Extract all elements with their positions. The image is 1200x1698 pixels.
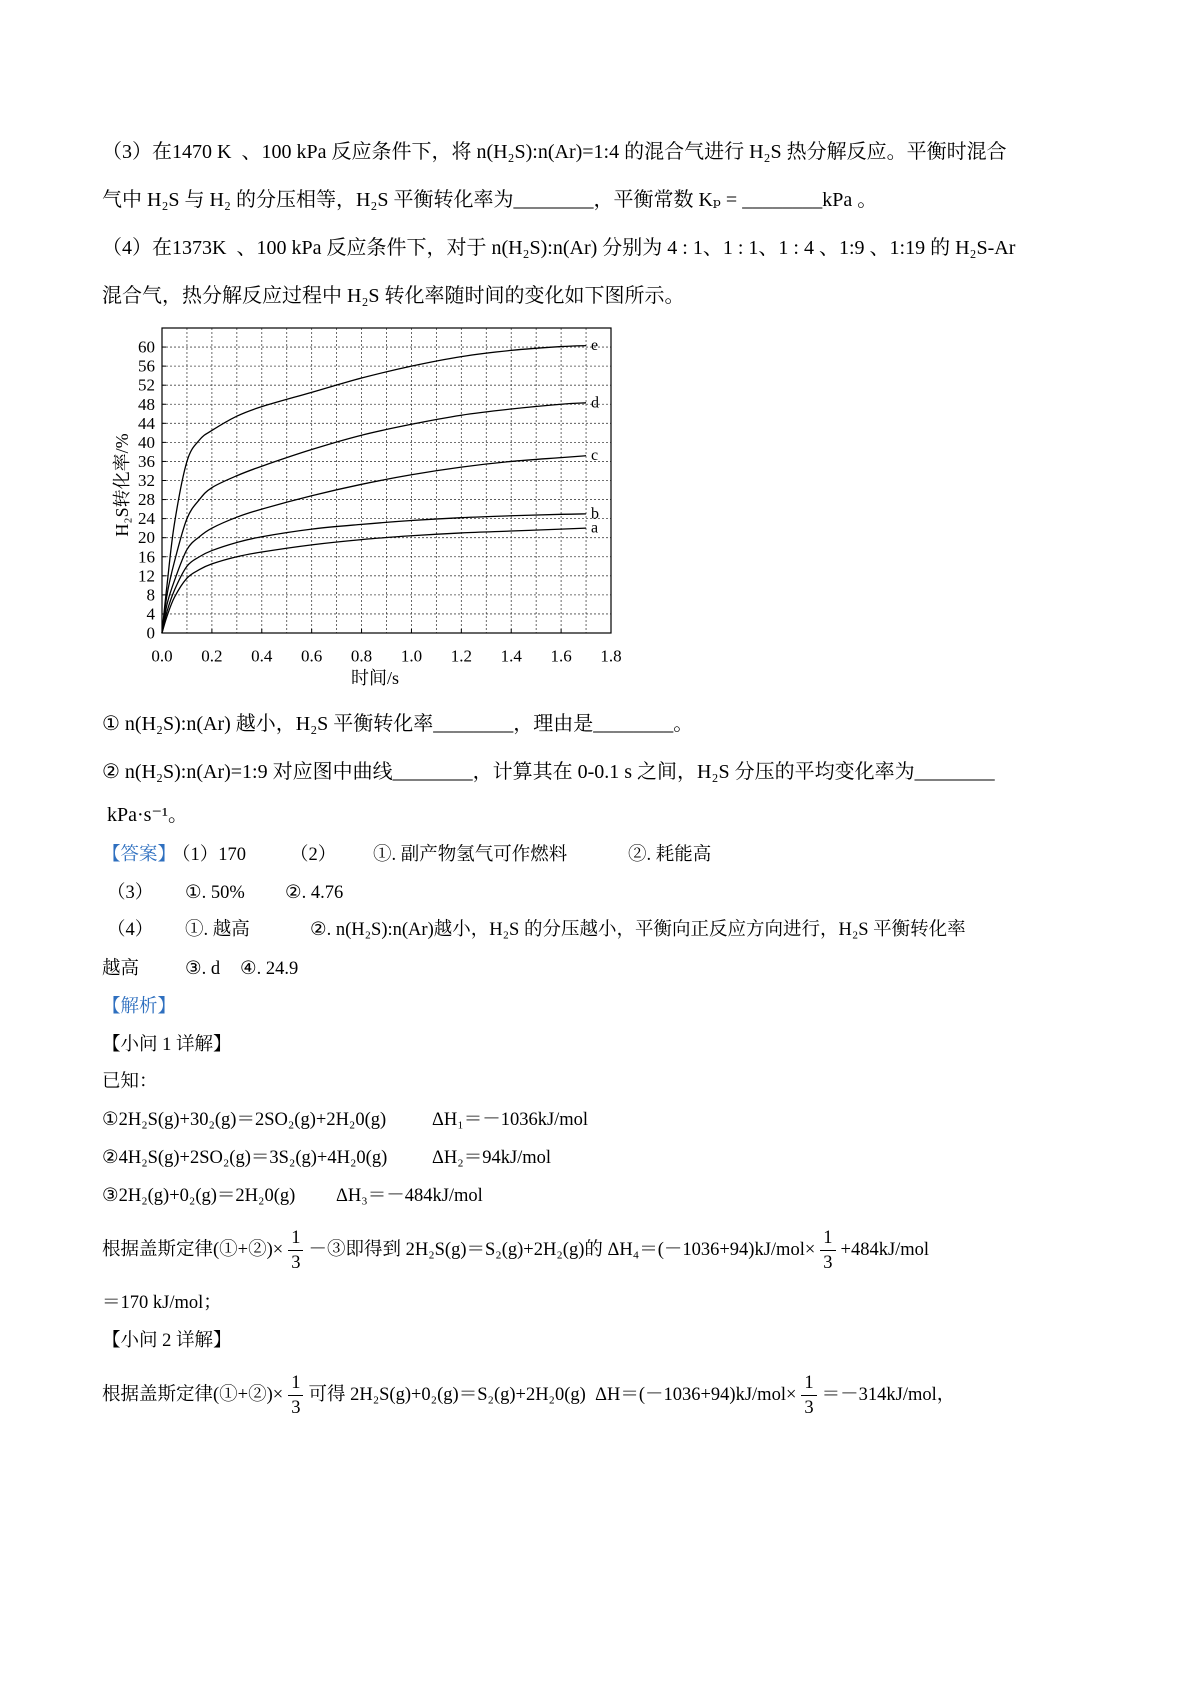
q1-heading: 【小问 1 详解】: [102, 1035, 232, 1055]
answer-item: （3）: [107, 883, 154, 903]
answer-item: ①. 副产物氢气可作燃料: [373, 845, 568, 865]
fraction-numerator: 1: [820, 1227, 835, 1251]
q1-hess-line: [102, 1224, 929, 1276]
fraction-one-third: [820, 1227, 835, 1274]
answer-row4: [0, 957, 1200, 981]
x-tick-label: 0.4: [251, 646, 273, 666]
y-tick-label: 12: [138, 566, 155, 586]
x-tick-label: 0.6: [301, 646, 323, 666]
y-tick-label: 48: [138, 394, 155, 414]
chart-ticks: [138, 338, 622, 666]
hess-text: ＝－314kJ/mol，: [821, 1385, 956, 1405]
fraction-numerator: 1: [288, 1227, 303, 1251]
x-tick-label: 1.0: [400, 646, 423, 666]
answer-row2: [0, 881, 1200, 905]
y-tick-label: 60: [138, 337, 155, 357]
fraction-denominator: 3: [804, 1397, 814, 1418]
answer-row1: [0, 843, 1200, 867]
equation-enthalpy: ΔH₂＝94kJ/mol: [432, 1148, 552, 1168]
fraction-numerator: 1: [801, 1372, 816, 1396]
equation-enthalpy: ΔH₁＝－1036kJ/mol: [432, 1110, 589, 1130]
q2-heading: 【小问 2 详解】: [102, 1331, 232, 1351]
answer-item: ②. 4.76: [285, 883, 344, 903]
y-tick-label: 44: [138, 413, 155, 433]
answer-item: 越高: [102, 959, 140, 979]
answer-item: ①. 50%: [185, 883, 245, 903]
fraction-numerator: 1: [288, 1372, 303, 1396]
h2s-conversion-chart: [100, 320, 640, 695]
curve-label-d: d: [591, 394, 600, 412]
y-tick-label: 32: [138, 471, 155, 490]
hess-text: +484kJ/mol: [840, 1240, 930, 1260]
y-axis-title: H₂S转化率/%: [112, 433, 132, 537]
y-tick-label: 56: [138, 356, 155, 376]
answer-row3: [0, 918, 1200, 942]
q1-known: 已知：: [102, 1072, 158, 1092]
equation-formula: ③2H₂(g)+0₂(g)＝2H₂0(g): [102, 1186, 296, 1206]
x-tick-label: 0.2: [201, 646, 223, 666]
q2-hess-line: [102, 1369, 955, 1421]
x-tick-label: 1.6: [550, 646, 572, 666]
y-tick-label: 52: [138, 375, 155, 395]
y-tick-label: 40: [138, 432, 155, 452]
chart-series: [162, 346, 586, 633]
q1-result: ＝170 kJ/mol；: [102, 1293, 222, 1313]
y-tick-label: 36: [138, 451, 155, 471]
x-tick-label: 1.2: [450, 646, 472, 666]
question4-line2: 混合气，热分解反应过程中 H₂S 转化率随时间的变化如下图所示。: [102, 285, 685, 307]
curve-label-e: e: [591, 337, 599, 355]
question3-line2: 气中 H₂S 与 H₂ 的分压相等，H₂S 平衡转化率为________，平衡常数 Kₚ = ________kPa 。: [102, 189, 878, 211]
curve-label-a: a: [591, 519, 599, 537]
question4-line1: （4）在1373K 、100 kPa 反应条件下，对于 n(H₂S):n(Ar) 分别为 4 : 1、1 : 1、1 : 4 、1:9 、1:19 的 H₂S-Ar: [102, 237, 1016, 259]
equation-enthalpy: ΔH₃＝－484kJ/mol: [336, 1186, 483, 1206]
answer-item: ③. d: [185, 959, 221, 979]
answer-item: （2）: [290, 845, 337, 865]
y-tick-label: 16: [138, 547, 155, 567]
y-tick-label: 8: [146, 585, 155, 605]
question3-line1: （3）在1470 K 、100 kPa 反应条件下，将 n(H₂S):n(Ar)=1:4 的混合气进行 H₂S 热分解反应。平衡时混合: [102, 141, 1007, 163]
fraction-one-third: [288, 1372, 303, 1419]
curve-e: [162, 346, 586, 633]
chart-series-labels: [591, 337, 599, 537]
y-tick-label: 24: [138, 509, 155, 529]
x-tick-label: 0.0: [151, 646, 173, 666]
hess-text: 根据盖斯定律(①+②)×: [102, 1385, 284, 1405]
chart-grid: [162, 328, 611, 633]
fraction-denominator: 3: [823, 1252, 833, 1273]
x-tick-label: 1.8: [600, 646, 622, 666]
curve-b: [162, 514, 586, 633]
hess-text: －③即得到 2H₂S(g)＝S₂(g)+2H₂(g)的 ΔH₄＝(－1036+94)kJ/mol×: [308, 1240, 816, 1260]
hess-text: 可得 2H₂S(g)+0₂(g)＝S₂(g)+2H₂0(g) ΔH＝(－1036+94)kJ/mol×: [308, 1385, 797, 1405]
question4-sub2: ② n(H₂S):n(Ar)=1:9 对应图中曲线________，计算其在 0-0.1 s 之间，H₂S 分压的平均变化率为________: [102, 761, 995, 783]
curve-d: [162, 403, 586, 633]
equation-formula: ②4H₂S(g)+2SO₂(g)＝3S₂(g)+4H₂0(g): [102, 1148, 388, 1168]
curve-label-b: b: [591, 505, 600, 523]
curve-a: [162, 528, 586, 633]
x-tick-label: 0.8: [350, 646, 373, 666]
answer-item: ②. 耗能高: [628, 845, 712, 865]
hess-text: 根据盖斯定律(①+②)×: [102, 1240, 284, 1260]
answer-item: ①. 越高: [185, 920, 250, 940]
fraction-one-third: [801, 1372, 816, 1419]
curve-label-c: c: [591, 447, 599, 465]
fraction-one-third: [288, 1227, 303, 1274]
y-tick-label: 20: [138, 528, 155, 548]
y-tick-label: 0: [146, 623, 155, 643]
y-tick-label: 28: [138, 490, 155, 510]
equation-2: [0, 1146, 1200, 1170]
answer-label: 【答案】: [102, 845, 177, 865]
answer-item: （1）170: [172, 845, 247, 865]
equation-1: [0, 1108, 1200, 1132]
answer-item: ②. n(H₂S):n(Ar)越小，H₂S 的分压越小，平衡向正反应方向进行，H₂S 平衡转化率: [310, 920, 966, 940]
answer-item: （4）: [107, 920, 154, 940]
question4-sub1: ① n(H₂S):n(Ar) 越小，H₂S 平衡转化率________，理由是________。: [102, 713, 694, 735]
answer-item: ④. 24.9: [240, 959, 299, 979]
curve-c: [162, 456, 586, 633]
equation-3: [0, 1184, 1200, 1208]
x-tick-label: 1.4: [500, 646, 522, 666]
fraction-denominator: 3: [291, 1252, 301, 1273]
y-tick-label: 4: [146, 604, 155, 624]
analysis-label: 【解析】: [102, 997, 177, 1017]
x-axis-title: 时间/s: [350, 668, 400, 688]
question4-sub2-unit: kPa·s⁻¹。: [107, 804, 188, 826]
fraction-denominator: 3: [291, 1397, 301, 1418]
equation-formula: ①2H₂S(g)+30₂(g)＝2SO₂(g)+2H₂0(g): [102, 1110, 387, 1130]
